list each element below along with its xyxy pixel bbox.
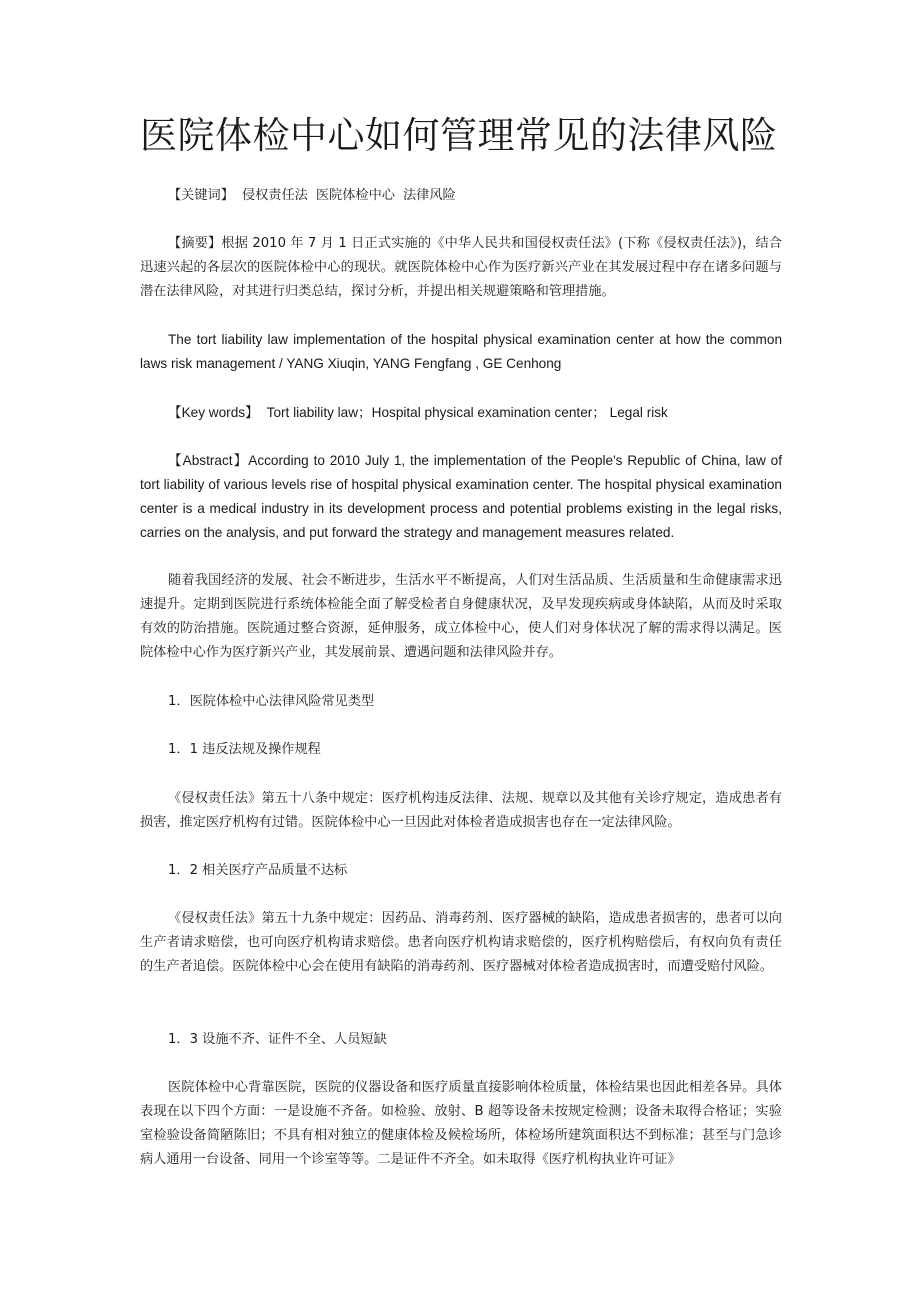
paragraph-1-3: 医院体检中心背靠医院，医院的仪器设备和医疗质量直接影响体检质量，体检结果也因此相差各异。具体表现在以下四个方面：一是设施不齐备。如检验、放射、B 超等设备未按规定检测；设备未取得合格证；实验室检验设备简陋陈旧；不具有相对独立的健康体检及候检场所，体检场所建筑面积达不到标准；甚至与门急诊病人通用一台设备、同用一个诊室等等。二是证件不齐全。如未取得《医疗机构执业许可证》 (140, 1080, 782, 1167)
abstract-en: 【Abstract】According to 2010 July 1, the implementation of the People's Republic of China, law of tort liability of various levels rise of hospital physical examination center. The hospital physical examination center is a medical industry in its development process and potential problems existing in the legal risks, carries on the analysis, and put forward the strategy and management measures related. (140, 453, 782, 540)
paragraph-1-1: 《侵权责任法》第五十八条中规定：医疗机构违反法律、法规、规章以及其他有关诊疗规定，造成患者有损害，推定医疗机构有过错。医院体检中心一旦因此对体检者造成损害也存在一定法律风险。 (140, 791, 782, 830)
section-heading-1-1: 1．1 违反法规及操作规程 (168, 742, 321, 757)
page-title: 医院体检中心如何管理常见的法律风险 (140, 114, 778, 157)
section-heading-1: 1．医院体检中心法律风险常见类型 (168, 694, 375, 709)
abstract-cn: 【摘要】根据 2010 年 7 月 1 日正式实施的《中华人民共和国侵权责任法》(下称《侵权责任法》)，结合迅速兴起的各层次的医院体检中心的现状。就医院体检中心作为医疗新兴产业在其发展过程中存在诸多问题与潜在法律风险，对其进行归类总结，探讨分析，并提出相关规避策略和管理措施。 (140, 236, 782, 299)
english-title-authors: The tort liability law implementation of the hospital physical examination center at how the common laws risk management / YANG Xiuqin, YANG Fengfang , GE Cenhong (140, 332, 782, 371)
keywords-cn-label: 【关键词】 (168, 188, 234, 203)
keywords-en-label: 【Key words】 (168, 405, 259, 420)
section-heading-1-3: 1．3 设施不齐、证件不全、人员短缺 (168, 1032, 387, 1047)
keywords-cn (140, 184, 782, 208)
intro-paragraph: 随着我国经济的发展、社会不断进步，生活水平不断提高，人们对生活品质、生活质量和生命健康需求迅速提升。定期到医院进行系统体检能全面了解受检者自身健康状况，及早发现疾病或身体缺陷，从而及时采取有效的防治措施。医院通过整合资源，延伸服务，成立体检中心，使人们对身体状况了解的需求得以满足。医院体检中心作为医疗新兴产业，其发展前景、遭遇问题和法律风险并存。 (140, 573, 782, 660)
keyword-item: 医院体检中心 (315, 188, 395, 203)
keywords-en-text: Tort liability law；Hospital physical examination center； Legal risk (266, 405, 668, 420)
keyword-item: 法律风险 (403, 188, 456, 203)
paragraph-1-2: 《侵权责任法》第五十九条中规定：因药品、消毒药剂、医疗器械的缺陷，造成患者损害的，患者可以向生产者请求赔偿，也可向医疗机构请求赔偿。患者向医疗机构请求赔偿的，医疗机构赔偿后，有权向负有责任的生产者追偿。医院体检中心会在使用有缺陷的消毒药剂、医疗器械对体检者造成损害时，而遭受赔付风险。 (140, 911, 782, 974)
keyword-item: 侵权责任法 (241, 188, 308, 203)
section-heading-1-2: 1．2 相关医疗产品质量不达标 (168, 863, 348, 878)
keywords-en (140, 401, 782, 425)
